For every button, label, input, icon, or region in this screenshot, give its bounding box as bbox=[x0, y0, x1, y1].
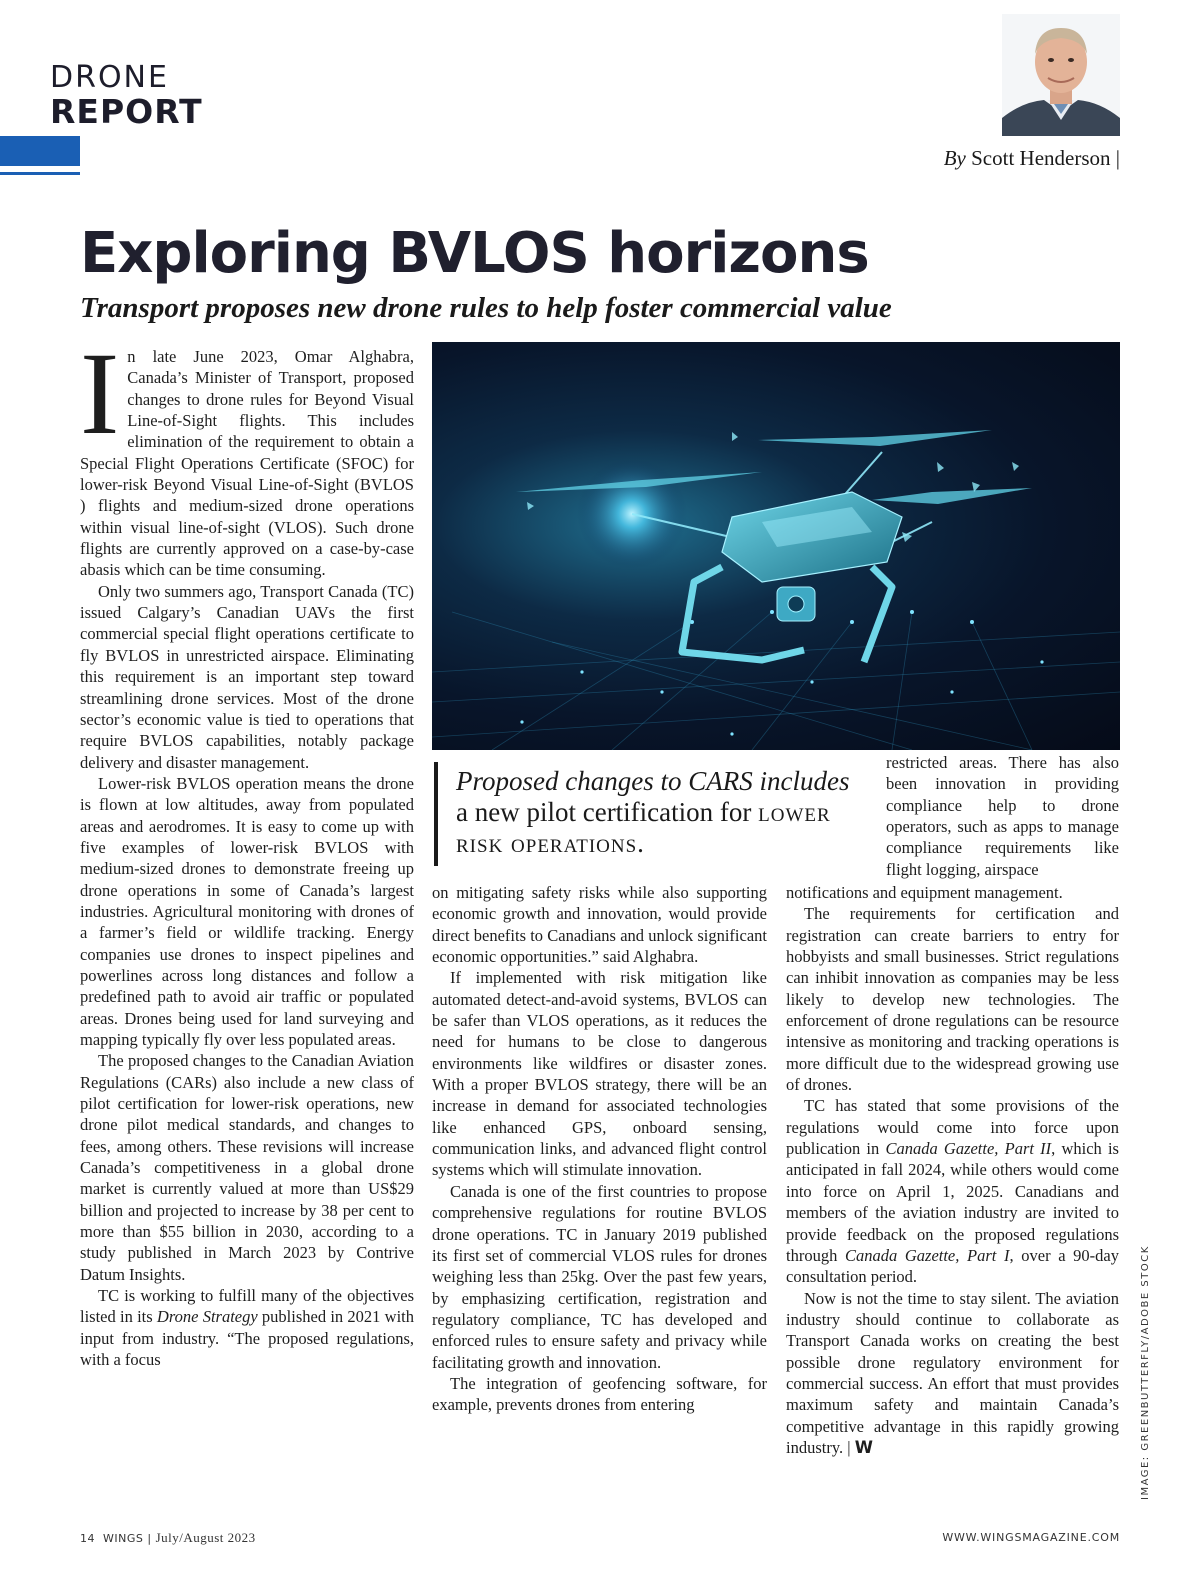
pull-quote bbox=[456, 766, 866, 859]
paragraph: restricted areas. There has also been innovation in providing compliance help to drone operators, such as apps to manage compliance requirements like flight logging, airspace bbox=[886, 753, 1119, 879]
paragraph: Lower-risk BVLOS operation means the drone is flown at low altitudes, away from populated areas and aerodromes. It is easy to come up with five examples of lower-risk BVLOS with medium-sized drones to demonstrate freeing up drone operations in some of Canada’s largest industries. Agricultural monitoring with drones of a farmer’s field or wildlife tracking. Energy companies use drones to inspect pipelines and powerlines across long distances and follow a predefined path to avoid air traffic or populated areas. Drones being used for land surveying and mapping typically fly over less populated areas. bbox=[80, 773, 414, 1049]
paragraph-text: TC is working to fulfill many of the objectives listed in its bbox=[80, 1286, 414, 1327]
section-label-bottom: REPORT bbox=[50, 92, 203, 131]
pull-quote-italic: Proposed changes to CARS bbox=[456, 766, 753, 796]
paragraph: The integration of geofencing software, for example, prevents drones from entering bbox=[432, 1373, 767, 1415]
emphasis-title: Canada Gazette, Part I bbox=[844, 1245, 1010, 1265]
paragraph-text: Now is not the time to stay silent. The aviation industry should continue to collaborate as Transport Canada works on creating the best possible drone regulatory environment for commercial success. An effort that must provides maximum safety and maintain Canada’s competitive advantage in this rapidly growing industry. bbox=[786, 1288, 1119, 1457]
paragraph: The requirements for certification and registration can create barriers to entry for hobbyists and small businesses. Strict regulations can inhibit innovation as companies may be less likely to develop new technologies. The enforcement of drone regulations can be resource intensive as monitoring and tracking operations is more difficult due to the widespread growing use of drones. bbox=[786, 904, 1119, 1095]
paragraph: Only two summers ago, Transport Canada (TC) issued Calgary’s Canadian UAVs the first commercial special flight operations certificate to fly BVLOS in unrestricted airspace. Eliminating this requirement is an important step toward streamlining drone services. Most of the drone sector’s economic value is tied to operations that require BVLOS capabilities, notably package delivery and disaster management. bbox=[80, 581, 414, 772]
paragraph: on mitigating safety risks while also supporting economic growth and innovation, would provide direct benefits to Canadians and unlock significant economic opportunities.” said Alghabra. bbox=[432, 883, 767, 967]
accent-block bbox=[0, 136, 80, 166]
paragraph: The proposed changes to the Canadian Aviation Regulations (CARs) also include a new class of pilot certification for lower-risk operations, new drone pilot medical standards, and changes to fees, among others. These revisions will increase Canada’s competitiveness in a global drone market is currently valued at more than US$29 billion and projected to increase by 38 per cent to more than $55 billion in 2030, according to a study published in March 2023 by Contrive Datum Insights. bbox=[80, 1051, 414, 1284]
paragraph bbox=[80, 1285, 414, 1370]
footer-url[interactable]: WWW.WINGSMAGAZINE.COM bbox=[942, 1531, 1120, 1544]
body-column-3 bbox=[786, 882, 1119, 1458]
paragraph-text: , over a 90-day consultation period. bbox=[786, 1245, 1119, 1287]
deck: Transport proposes new drone rules to help foster commercial value bbox=[80, 292, 892, 324]
paragraph-text: n late June 2023, Omar Alghabra, Canada’s Minister of Transport, proposed changes to drone rules for Beyond Visual Line-of-Sight flights. This includes elimination of the requirement to obtain a Special Flight Operations Certificate (SFOC) for lower-risk Beyond Visual Line-of-Sight (BVLOS ) flights and medium-sized drone operations within visual line-of-sight (VLOS). Such drone flights are currently approved on a case-by-case abasis which can be time consuming. bbox=[80, 347, 414, 580]
emphasis-title: Canada Gazette, Part II bbox=[885, 1139, 1052, 1159]
section-label-top: DRONE bbox=[50, 60, 169, 95]
paragraph: If implemented with risk mitigation like automated detect-and-avoid systems, BVLOS can be safer than VLOS operations, as it reduces the need for humans to be close to dangerous environments like wildfires or disaster zones. With a proper BVLOS strategy, there will be an increase in demand for associated technologies like enhanced GPS, onboard sensing, communication links, and advanced flight control systems which will stimulate innovation. bbox=[432, 968, 767, 1180]
paragraph bbox=[80, 328, 414, 581]
footer-separator: | bbox=[147, 1532, 152, 1545]
pull-quote-text: a new pilot certification for bbox=[456, 797, 759, 827]
page-number: 14 bbox=[80, 1532, 95, 1545]
body-column-3-upper bbox=[886, 752, 1119, 880]
image-credit: IMAGE: GREENBUTTERFLY/ADOBE STOCK bbox=[1140, 1245, 1151, 1500]
accent-rule bbox=[0, 172, 80, 175]
byline-separator: | bbox=[1115, 146, 1120, 170]
paragraph: notifications and equipment management. bbox=[786, 883, 1063, 902]
body-column-1 bbox=[80, 328, 414, 1371]
drop-cap: I bbox=[80, 328, 120, 459]
magazine-name: WINGS bbox=[103, 1532, 144, 1545]
byline-by: By bbox=[943, 146, 966, 170]
paragraph-text: , which is anticipated in fall 2024, while others would come into force on April 1, 2025. Canadians and members of the aviation industry are invited to provide feedback on the proposed regulations through bbox=[786, 1139, 1119, 1265]
pull-quote-small-caps: lower risk operations. bbox=[456, 797, 831, 858]
hero-drone-image bbox=[432, 342, 1120, 750]
paragraph bbox=[786, 1288, 1119, 1459]
pull-quote-italic: includes bbox=[759, 766, 850, 796]
footer-left bbox=[80, 1530, 256, 1546]
author-photo bbox=[1002, 14, 1120, 136]
byline-author: Scott Henderson bbox=[971, 146, 1111, 170]
issue-date: July/August 2023 bbox=[155, 1530, 256, 1545]
pull-quote-rule bbox=[434, 762, 438, 866]
headline: Exploring BVLOS horizons bbox=[80, 221, 869, 286]
end-mark-logo: W bbox=[854, 1437, 873, 1457]
paragraph: Canada is one of the first countries to propose comprehensive regulations for routine BVLOS drone operations. TC in January 2019 published its first set of commercial VLOS rules for drones weighing less than 25kg. Over the past few years, by emphasizing certification, registration and regulatory compliance, TC has developed and enforced rules to ensure safety and privacy while facilitating growth and innovation. bbox=[432, 1181, 767, 1372]
paragraph-text: TC has stated that some provisions of the regulations would come into force upon publication in bbox=[786, 1096, 1119, 1159]
end-separator: | bbox=[847, 1437, 851, 1457]
byline bbox=[944, 146, 1120, 171]
body-column-2 bbox=[432, 882, 767, 1416]
paragraph-text: published in 2021 with input from industry. “The proposed regulations, with a focus bbox=[80, 1307, 414, 1370]
emphasis-title: Drone Strategy bbox=[156, 1307, 258, 1327]
paragraph bbox=[786, 1095, 1119, 1287]
